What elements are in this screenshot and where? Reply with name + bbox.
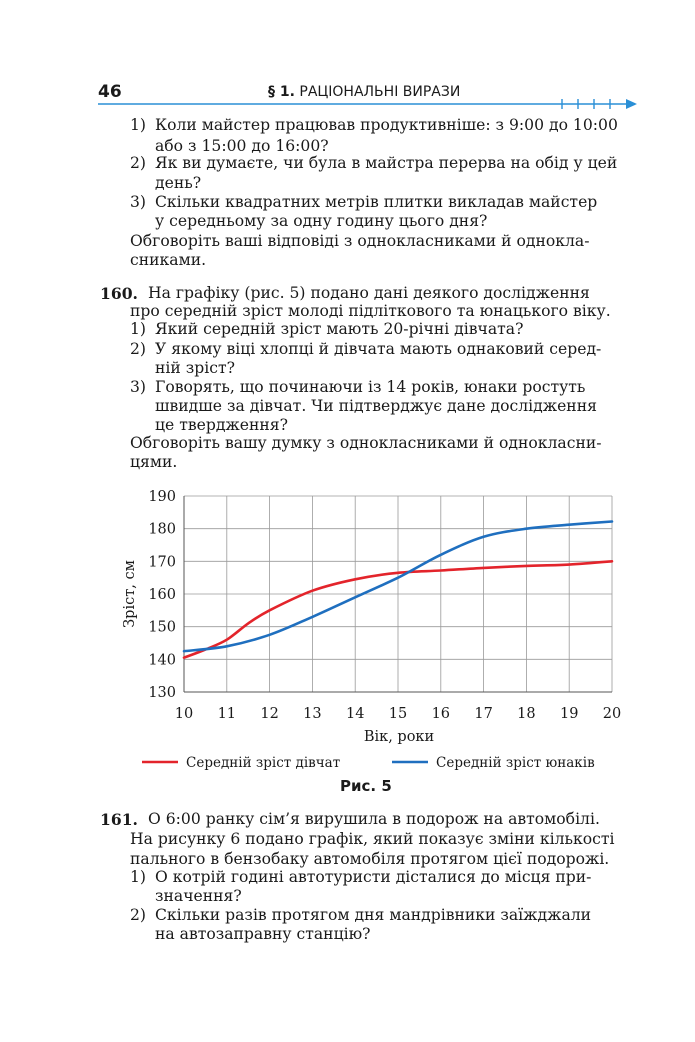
p161-number: 161. [100,810,138,829]
x-tick-label: 17 [474,706,493,722]
x-tick-label: 18 [517,706,536,722]
x-tick-label: 20 [602,706,622,722]
y-tick-label: 170 [148,554,176,571]
p160-intro-line2: про середній зріст молоді підліткового та юнацького віку. [130,302,611,320]
x-tick-label: 10 [174,706,194,722]
p160-q3-line2: швидше за дівчат. Чи підтверджує дане дослідження [155,397,597,415]
x-axis-label: Вік, роки [363,729,435,745]
y-tick-label: 190 [148,489,176,505]
p161-q1-line1: О котрій годині автотуристи дісталися до місця при- [155,868,592,886]
p160-q2-line1: У якому віці хлопці й дівчата мають однаковий серед- [155,340,602,358]
x-tick-label: 19 [559,706,579,722]
p161-q2-number: 2) [130,906,147,924]
p160-q3-number: 3) [130,378,147,396]
y-tick-label: 150 [148,619,176,636]
x-tick-label: 16 [431,706,451,722]
p160-q1-line1: Який середній зріст мають 20-річні дівчата? [155,320,524,338]
x-tick-label: 14 [345,706,365,722]
p161-intro-line2: На рисунку 6 подано графік, який показує зміни кількості [130,830,615,848]
p160-discuss-line2: цями. [130,453,178,471]
x-tick-label: 15 [388,706,408,722]
section-number: § 1. [268,84,295,100]
p160-intro-line1: На графіку (рис. 5) подано дані деякого дослідження [148,284,590,302]
p161-q1-line2: значення? [155,887,242,905]
p161-q1-number: 1) [130,868,147,886]
y-axis-label: Зріст, см [122,560,138,628]
p159-discuss-line2: сниками. [130,251,207,269]
x-tick-label: 11 [217,706,237,722]
p160-q3-line1: Говорять, що починаючи із 14 років, юнаки ростуть [155,378,586,396]
p160-q2-number: 2) [130,340,147,358]
y-tick-label: 140 [148,652,176,669]
x-tick-label: 12 [260,706,279,722]
p159-q3-line1: Скільки квадратних метрів плитки викладав майстер [155,193,598,211]
p159-q3-number: 3) [130,193,147,211]
p160-discuss-line1: Обговоріть вашу думку з однокласниками й однокласни- [130,434,602,452]
p159-q1-line2: або з 15:00 до 16:00? [155,137,329,155]
legend-label: Середній зріст дівчат [186,755,341,771]
p161-q2-line2: на автозаправну станцію? [155,925,371,943]
p160-q1-number: 1) [130,320,147,338]
page-number: 46 [98,82,122,102]
y-tick-label: 160 [148,587,176,603]
y-tick-label: 180 [148,521,176,538]
p159-discuss-line1: Обговоріть ваші відповіді з однокласниками й однокла- [130,232,590,250]
header-rule-arrow [98,96,638,112]
p159-q2-line2: день? [155,174,202,192]
figure-caption: Рис. 5 [340,777,392,795]
p159-q1-line1: Коли майстер працював продуктивніше: з 9:00 до 10:00 [155,116,618,134]
x-tick-label: 13 [303,706,322,722]
p159-q3-line2: у середньому за одну годину цього дня? [155,212,488,230]
p159-q1-number: 1) [130,116,147,134]
p160-q3-line3: це твердження? [155,416,288,434]
p160-q2-line2: ній зріст? [155,359,235,377]
legend-label: Середній зріст юнаків [436,755,595,771]
p161-intro-line1: О 6:00 ранку сім’я вирушила в подорож на автомобілі. [148,810,600,828]
p159-q2-line1: Як ви думаєте, чи була в майстра перерва на обід у цей [155,154,618,172]
p160-number: 160. [100,284,138,303]
y-tick-label: 130 [148,685,176,701]
height-chart [100,482,640,772]
p161-q2-line1: Скільки разів протягом дня мандрівники заїжджали [155,906,592,924]
p159-q2-number: 2) [130,154,147,172]
p161-intro-line3: пального в бензобаку автомобіля протягом цієї подорожі. [130,850,610,868]
section-name: РАЦІОНАЛЬНІ ВИРАЗИ [299,84,461,100]
